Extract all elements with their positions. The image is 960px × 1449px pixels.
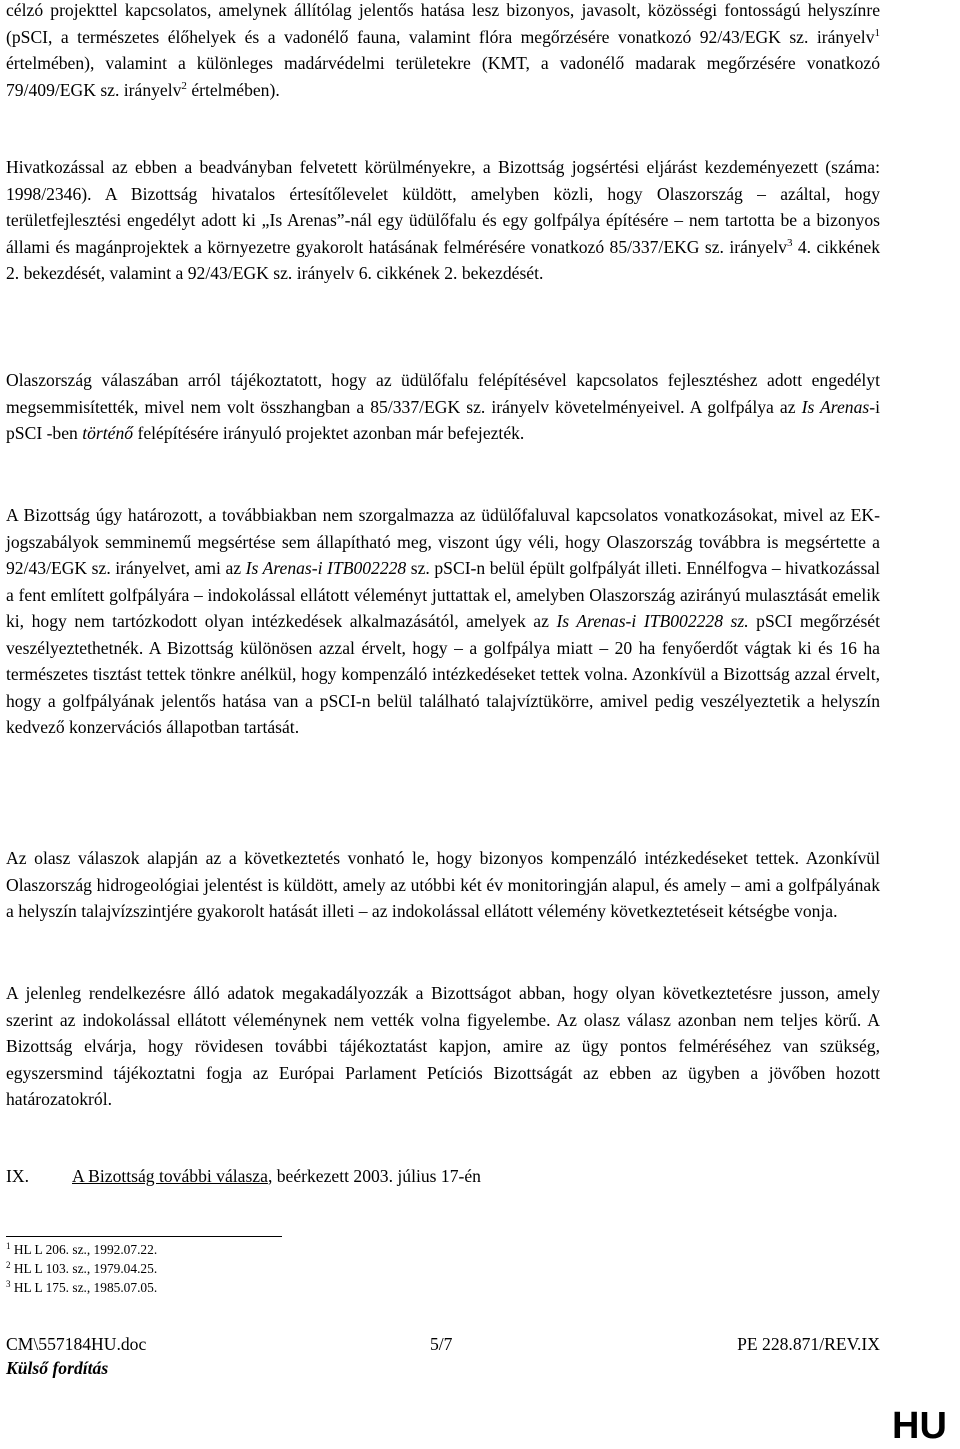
- footnote-text: HL L 175. sz., 1985.07.05.: [10, 1280, 158, 1295]
- paragraph-text: pSCI megőrzését veszélyeztethetnék. A Bizottság különösen azzal érvelt, hogy – a golfpálya miatt – 20 ha fenyőerdőt vágtak ki és 16 ha természetes tisztást tettek tönkre anélkül, hogy kompenzáló intézkedéseket tettek volna. Azonkívül a Bizottság azzal érvelt, hogy a golfpályának jelentős hatása van a pSCI-n belül található talajvíztükörre, amivel pedig veszélyeztetik a helyszín kedvező konzervációs állapotban tartását.: [6, 611, 880, 737]
- paragraph-text: Olaszország válaszában arról tájékoztatott, hogy az üdülőfalu felépítésével kapcsolatos fejlesztéshez adott engedélyt megsemmisítették, mivel nem volt összhangban a 85/337/EGK sz. irányelv követelményeivel. A golfpálya az: [6, 370, 880, 417]
- paragraph-2: [6, 154, 880, 287]
- paragraph-text: -i pSCI -ben: [6, 396, 881, 443]
- footnote-ref-3[interactable]: 3: [786, 236, 793, 249]
- italic-text: történő: [82, 423, 134, 443]
- paragraph-4: [6, 502, 880, 741]
- section-date: , beérkezett 2003. július 17-én: [267, 1166, 481, 1186]
- paragraph-text: sz. pSCI-n belül épült golfpályát illeti. Ennélfogva – hivatkozással a fent említett golfpályára – indokolással ellátott véleményt juttattak el, amelyben Olaszország azirányú mulasztását emelik ki, hogy nem tartózkodott olyan intézkedések alkalmazásától, amelyek az: [6, 558, 881, 631]
- section-heading: [6, 1163, 481, 1189]
- footnote-1: [6, 1240, 157, 1259]
- paragraph-text: értelmében), valamint a különleges madárvédelmi területekre (KMT, a vadonélő madarak megőrzésére vonatkozó 79/409/EGK sz. irányelv: [6, 53, 880, 100]
- italic-text: Is Arenas: [801, 396, 870, 417]
- footnotes: [6, 1240, 157, 1297]
- footnote-text: HL L 103. sz., 1979.04.25.: [10, 1261, 158, 1276]
- paragraph-text: értelmében).: [186, 79, 280, 100]
- paragraph-1: [6, 0, 880, 103]
- section-title-link[interactable]: A Bizottság további válasza: [72, 1166, 268, 1186]
- italic-text: Is Arenas-i ITB002228 sz.: [556, 611, 749, 631]
- paragraph-text: Hivatkozással az ebben a beadványban felvetett körülményekre, a Bizottság jogsértési eljárást kezdeményezett (száma: 1998/2346). A Bizottság hivatalos értesítőlevelet küldött, amelyben közli, hogy Olaszország – azáltal, hogy területfejlesztési engedélyt adott ki „Is Arenas”-nál egy üdülőfalu és egy golfpálya építésére – nem tartotta be a bizonyos állami és magánprojektek a környezetre gyakorolt hatásának felmérésére vonatkozó 85/337/EKG sz. irányelv: [6, 157, 880, 257]
- page-number: 5/7: [430, 1334, 453, 1354]
- section-number: IX.: [6, 1166, 29, 1186]
- footnote-text: HL L 206. sz., 1992.07.22.: [10, 1242, 158, 1257]
- translation-note: Külső fordítás: [6, 1358, 109, 1378]
- language-code: HU: [892, 1405, 947, 1447]
- footnote-ref-1[interactable]: 1: [874, 26, 880, 39]
- footnote-ref-2[interactable]: 2: [181, 79, 187, 92]
- pe-reference: PE 228.871/REV.IX: [737, 1334, 880, 1354]
- doc-reference: CM\557184HU.doc: [6, 1334, 147, 1354]
- paragraph-text: A Bizottság úgy határozott, a továbbiakban nem szorgalmazza az üdülőfaluval kapcsolatos vonatkozásokat, mivel az EK-jogszabályok semminemű megsértése sem állapítható meg, viszont úgy véli, hogy Olaszország továbbra is megsértette a 92/43/EGK sz. irányelvet, ami az: [6, 505, 880, 578]
- footnote-divider: [6, 1236, 282, 1237]
- italic-text: Is Arenas-i ITB002228: [245, 558, 407, 578]
- footnote-3: [6, 1278, 157, 1297]
- paragraph-text: 4. cikkének 2. bekezdését, valamint a 92/43/EGK sz. irányelv 6. cikkének 2. bekezdését.: [6, 236, 880, 283]
- paragraph-6: A jelenleg rendelkezésre álló adatok megakadályozzák a Bizottságot abban, hogy olyan következtetésre jusson, amely szerint az indokolással ellátott véleménynek nem vették volna figyelembe. Az olasz válasz azonban nem teljes körű. A Bizottság elvárja, hogy rövidesen további tájékoztatást kapjon, amire az ügy pontos felméréséhez van szükség, egyszersmind tájékoztatni fogja az Európai Parlament Petíciós Bizottságát az ebben az ügyben a jövőben hozott határozatokról.: [6, 983, 880, 1109]
- footnote-mark: 2: [6, 1260, 11, 1270]
- footnote-2: [6, 1259, 157, 1278]
- paragraph-text: felépítésére irányuló projektet azonban már befejezték.: [133, 423, 525, 443]
- footnote-mark: 1: [6, 1241, 11, 1251]
- paragraph-text: célzó projekttel kapcsolatos, amelynek állítólag jelentős hatása lesz bizonyos, javasolt, közösségi fontosságú helyszínre (pSCI, a természetes élőhelyek és a vadonélő fauna, valamint flóra megőrzésére vonatkozó 92/43/EGK sz. irányelv: [6, 0, 880, 47]
- footnote-mark: 3: [6, 1279, 11, 1289]
- paragraph-5: Az olasz válaszok alapján az a következtetés vonható le, hogy bizonyos kompenzáló intézkedéseket tettek. Azonkívül Olaszország hidrogeológiai jelentést is küldött, amely az utóbbi két év monitoringján alapul, és amely – ami a golfpályának a helyszín talajvízszintjére gyakorolt hatását illeti – az indokolással ellátott vélemény következtetéseit kétségbe vonja.: [6, 848, 880, 921]
- paragraph-3: [6, 367, 880, 447]
